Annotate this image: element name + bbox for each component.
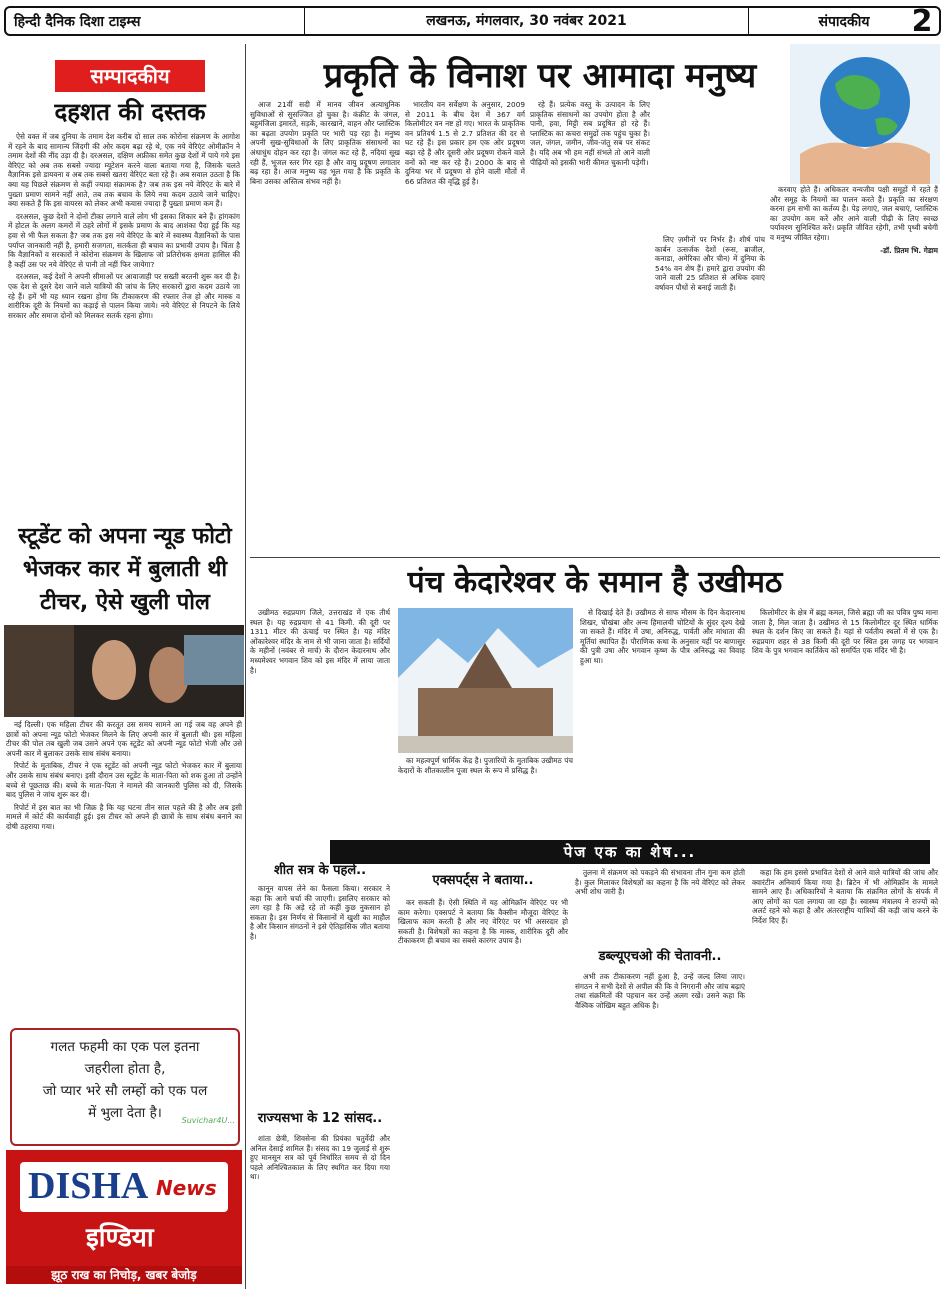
editorial-paragraph: ऐसे वक्त में जब दुनिया के तमाम देश करीब दो साल तक कोरोना संक्रमण के आगोश में रहने के बाद सामान्य जिंदगी की ओर कदम बढ़ा रहे थे, एक नये वेरिएंट ओमीक्रॉन ने तमाम देशों की नींद उड़ा दी है। दरअसल, दक्षिण अफ्रीका समेत कुछ देशों में पाये गये इस वेरिएंट को अब तक सबसे ज्यादा म्यूटेशन करने वाला बताया गया है, जिसके चलते वैज्ञानिक इसे डायवना व अब तक सबसे खतरा वेरिएंट बता रहे हैं। अब सवाल उठता है कि क्या यह पिछले संक्रमण से कहीं ज्यादा संक्रामक है? जब तक इस नये वेरिएंट के बारे में पुख्ता प्रमाण सामने नहीं आते, तब तक बचाव के लिये नया कदम उठाये जाने चाहिए। क्या सकते हैं कि इस वायरस को लेकर अभी कयास ज्यादा हैं पुख्ता प्रमाण कम हैं। [8,132,240,209]
story-photo [4,625,244,717]
logo-sub: इण्डिया [86,1223,154,1253]
brief-body [250,884,390,1106]
brief-paragraph: कर सकती हैं। ऐसी स्थिति में यह ओमिक्रॉन वेरिएंट पर भी काम करेगा। एक्सपर्ट ने बताया कि वैक्सीन मौजूदा वेरिएंट के खिलाफ काम करती है और नए वेरिएंट पर भी असरदार हो सकती है। विशेषज्ञों का कहना है कि मास्क, शारीरिक दूरी और टीकाकरण ही बचाव का सबसे कारगर उपाय है। [398,898,568,946]
kedar-column-4 [752,608,938,836]
expert-text [398,898,568,1284]
masthead [4,6,941,36]
globe-hands-image [790,44,940,184]
brief-paragraph: कानून वापस लेने का फैसला किया। सरकार ने कहा कि आगे चर्चा की जाएगी। इसलिए सरकार को लग रहा है कि अड़े रहे तो कहीं कुछ नुकसान हो सकता है। इस निर्णय से किसानों में खुशी का माहौल है और किसान संगठनों ने इसे ऐतिहासिक जीत बताया है। [250,884,390,941]
brief-title: एक्सपर्ट्स ने बताया.. [432,873,534,888]
continued-bar: पेज एक का शेष... [330,840,930,864]
brief-body [575,868,745,946]
quote-line: में भुला देता है। [88,1105,162,1121]
brief-title: शीत सत्र के पहले.. [273,863,367,878]
logo-tagline: झूठ राख का निचोड़, खबर बेजोड़ [6,1266,242,1284]
quote-line: जो प्यार भरे सौ लम्हों को एक पल [42,1083,208,1099]
logo-name: DISHA [28,1165,149,1207]
quote-line: जहरीला होता है, [84,1061,166,1077]
brief-title: राज्यसभा के 12 सांसद.. [257,1111,383,1126]
kedar-paragraph: किलोमीटर के क्षेत्र में ब्रह्म कमल, जिसे ब्रह्मा जी का पवित्र पुष्प माना जाता है, मिल जाता है। उखीमठ से 15 किलोमीटर दूर स्थित धार्मिक स्थल के दर्शन किए जा सकते हैं। यहां से पर्वतीय स्थलों में से एक है। रुद्रप्रयाग शहर से 38 किमी की दूरी पर स्थित इस जगह पर भगवान शिव के पुत्र भगवान कार्तिकेय को समर्पित एक मंदिर भी है। [752,608,938,656]
brief-body [575,972,745,1284]
editorial-title: दहशत की दस्तक [54,98,206,126]
temple-photo [398,608,573,753]
student-paragraph: नई दिल्ली। एक महिला टीचर की करतूत उस समय सामने आ गई जब वह अपने ही छात्रों को अपना न्यूड फोटो भेजकर मिलने के लिए अपनी कार में बुलाती थी। इस महिला टीचर की पोल तब खुली जब उसने अपने एक स्टूडेंट को अपनी न्यूड फोटो भेजी और उसे अपनी कार में बुलाकर उसके साथ संबंध बनाया। [6,720,242,758]
lead-column-4 [655,235,765,555]
lead-column-2 [405,100,525,522]
quote-line: गलत फहमी का एक पल इतना [50,1039,200,1055]
section-label: संपादकीय [818,13,870,30]
logo-news: News [156,1176,217,1200]
kedar-column-2 [398,756,573,836]
quote-credit: Suvichar4U... [181,1116,235,1125]
lead-paragraph: आज 21वीं सदी में मानव जीवन अत्याधुनिक सुविधाओं से सुसज्जित हो चुका है। कंक्रीट के जंगल, बहुमंजिला इमारतें, सड़कें, कारखाने, वाहन और प्लास्टिक का बढ़ता उपयोग प्रकृति पर भारी पड़ रहा है। मनुष्य अपनी सुख-सुविधाओं के लिए प्राकृतिक संसाधनों का अंधाधुंध दोहन कर रहा है। जंगल कट रहे हैं, नदियां सूख रही हैं, भूजल स्तर गिर रहा है और वायु प्रदूषण लगातार बढ़ रहा है। आज मनुष्य यह भूल गया है कि प्रकृति के बिना उसका अस्तित्व संभव नहीं है। [250,100,400,186]
brief-paragraph: कहा कि हम इससे प्रभावित देशों से आने वाले यात्रियों की जांच और क्वारंटीन अनिवार्य किया गया है। ब्रिटेन में भी ओमिक्रॉन के मामले सामने आए हैं। अधिकारियों ने बताया कि संक्रमित लोगों के संपर्क में आए लोगों का पता लगाया जा रहा है। स्वास्थ्य मंत्रालय ने राज्यों को अलर्ट रहने को कहा है और अंतरराष्ट्रीय यात्रियों की कड़ी जांच करने के निर्देश दिए हैं। [752,868,938,925]
dateline: लखनऊ, मंगलवार, 30 नवंबर 2021 [304,8,749,34]
brief-body [250,1134,390,1284]
brief-paragraph: अभी तक टीकाकरण नहीं हुआ है, उन्हें जल्द लिया जाए। संगठन ने सभी देशों से अपील की कि वे निगरानी और जांच बढ़ाएं तथा संक्रमितों की पहचान कर उन्हें अलग रखें। उसने कहा कि वैश्विक जोखिम बहुत अधिक है। [575,972,745,1010]
student-paragraph: रिपोर्ट के मुताबिक, टीचर ने एक स्टूडेंट को अपनी न्यूड फोटो भेजकर कार में बुलाया और उसके साथ संबंध बनाए। इसी दौरान उस स्टूडेंट के माता-पिता को शक हुआ तो उन्होंने बच्चे से पूछताछ की। बच्चे के माता-पिता ने मामले की जानकारी पुलिस को दी, जिसके बाद पुलिस ने जांच शुरू कर दी। [6,761,242,800]
lead-column-1 [250,100,400,522]
kedar-headline: पंच केदारेश्वर के समान है उखीमठ [407,565,783,600]
kedar-paragraph: उखीमठ रुद्रप्रयाग जिले, उत्तराखंड में एक तीर्थ स्थल है। यह रुद्रप्रयाग से 41 किमी. की दूरी पर 1311 मीटर की ऊंचाई पर स्थित है। यह मंदिर ओंकारेश्वर मंदिर के नाम से भी जाना जाता है। सर्दियों के महीनों (नवंबर से मार्च) के दौरान केदारनाथ और मध्यमेश्वर भगवान शिव को इस मंदिर में लाया जाता है। [250,608,390,675]
editorial-paragraph: दरअसल, कुछ देशों ने दोनों टीका लगाने वाले लोग भी इसका शिकार बने हैं। हांगकांग में होटल के अलग कमरों में ठहरे लोगों में इसके प्रमाण के बाद आशंका पैदा हुई कि यह हवा से भी फैल सकता है? जब तक इस नये वेरिएंट के बारे में स्वास्थ्य वैज्ञानिकों के पास पर्याप्त जानकारी नहीं है, हमारी सजगता, सतर्कता ही बचाव का प्रभावी उपाय है। चिंता है कि वैज्ञानिकों व सरकारों ने कोरोना संक्रमण के खिलाफ जो प्रतिरोधक क्षमता हासिल की है कहीं उस पर नये वेरिएंट से पानी तो नहीं फिर जायेगा? [8,211,240,269]
brief-paragraph: शांता छेत्री, शिवसेना की प्रियंका चतुर्वेदी और अनिल देसाई शामिल हैं। संसद का 19 जुलाई से शुरू हुए मानसून सत्र को पूर्व निर्धारित समय से दो दिन पहले अनिश्चितकाल के लिए स्थगित कर दिया गया था। [250,1134,390,1182]
paper-name: हिन्दी दैनिक दिशा टाइम्स [14,13,141,30]
lead-paragraph: करवाए होते हैं। अधिकतर वन्यजीव पक्षी समूहों में रहते हैं और समूह के नियमों का पालन करते हैं। प्रकृति का संरक्षण करना हम सभी का कर्तव्य है। पेड़ लगाएं, जल बचाएं, प्लास्टिक का उपयोग कम करें और आने वाली पीढ़ी के लिए स्वच्छ पर्यावरण सुनिश्चित करें। प्रकृति जीवित रहेगी, तभी पृथ्वी बचेगी व मनुष्य जीवित रहेगा। [770,185,938,242]
lead-headline: प्रकृति के विनाश पर आमादा मनुष्य [323,56,757,96]
student-headline: स्टूडेंट को अपना न्यूड फोटो भेजकर कार में बुलाती थी टीचर, ऐसे खुली पोल [18,524,232,615]
lead-column-3 [530,100,650,522]
kedar-paragraph: का महत्वपूर्ण धार्मिक केंद्र है। पुजारियों के मुताबिक उखीमठ पंच केदारों के शीतकालीन पूजा स्थल के रूप में प्रसिद्ध है। [398,756,573,775]
brief-body [752,868,938,1284]
disha-news-logo [6,1150,242,1282]
editorial-banner: सम्पादकीय [55,60,205,92]
lead-byline: -डॉ. प्रितम भि. गेडाम [880,245,938,255]
kedar-column-3 [580,608,745,836]
editorial-body [8,132,240,516]
column-rule [245,44,246,1289]
lead-paragraph: भारतीय वन सर्वेक्षण के अनुसार, 2009 से 2011 के बीच देश में 367 वर्ग किलोमीटर वन नष्ट हो गए। भारत के प्राकृतिक वन प्रतिवर्ष 1.5 से 2.7 प्रतिशत की दर से घट रहे हैं। इस प्रकार हम एक ओर प्रदूषण बढ़ा रहे हैं और दूसरी ओर प्रदूषण रोकने वाले वनों को नष्ट कर रहे हैं। 2000 के बाद से दुनिया भर में प्रदूषण से होने वाली मौतों में 66 प्रतिशत की वृद्धि हुई है। [405,100,525,186]
lead-paragraph: लिए ज़मीनों पर निर्भर हैं। शीर्ष पांच कार्बन उत्सर्जक देशों (रूस, ब्राजील, कनाडा, अमेरिका और चीन) में दुनिया के 54% वन शेष हैं। हमारे द्वारा उपयोग की जाने वाली 25 प्रतिशत से अधिक दवाएं वर्षावन पौधों से बनाई जाती हैं। [655,235,765,292]
lead-column-5 [770,185,938,535]
page-number: 2 [911,4,933,39]
lead-paragraph: रहे हैं। प्रत्येक वस्तु के उत्पादन के लिए प्राकृतिक संसाधनों का उपयोग होता है और पानी, हवा, मिट्टी सब प्रदूषित हो रहे हैं। प्लास्टिक का कचरा समुद्रों तक पहुंच चुका है। जल, जंगल, जमीन, जीव-जंतु सब पर संकट है। यदि अब भी हम नहीं संभले तो आने वाली पीढ़ियों को इसकी भारी कीमत चुकानी पड़ेगी। [530,100,650,167]
kedar-paragraph: से दिखाई देते हैं। उखीमठ से साफ मौसम के दिन केदारनाथ शिखर, चौखंबा और अन्य हिमालयी चोटियों के सुंदर दृश्य देखे जा सकते हैं। मंदिर में उषा, अनिरुद्ध, पार्वती और मांधाता की मूर्तियां स्थापित हैं। पौराणिक कथा के अनुसार यहीं पर बाणासुर की पुत्री उषा और भगवान कृष्ण के पौत्र अनिरुद्ध का विवाह हुआ था। [580,608,745,665]
brief-paragraph: तुलना में संक्रमण को पकड़ने की संभावना तीन गुना कम होती है। कुल मिलाकर विशेषज्ञों का कहना है कि नये वेरिएंट को लेकर अभी शोध जारी है। [575,868,745,897]
editorial-paragraph: दरअसल, कई देशों ने अपनी सीमाओं पर आवाजाही पर सख्ती बरतनी शुरू कर दी है। एक देश से दूसरे देश जाने वाले यात्रियों की जांच के लिए सरकारों द्वारा कदम उठाये जा रहे हैं। हमें भी यह ध्यान रखना होगा कि टीकाकरण की रफ्तार तेज हो और मास्क व शारीरिक दूरी के नियमों का कड़ाई से पालन किया जाये। नये वेरिएंट से निपटने के लिये सरकार और समाज दोनों को मिलकर सतर्क रहना होगा। [8,272,240,320]
student-paragraph: रिपोर्ट में इस बात का भी जिक्र है कि यह घटना तीन साल पहले की है और अब इसी मामले में कोर्ट की कार्यवाही हुई। इस टीचर को अपने ही छात्रों के साथ संबंध बनाने का दोषी ठहराया गया। [6,802,242,831]
kedar-column-1 [250,608,390,836]
section-rule [250,557,940,558]
brief-title: डब्ल्यूएचओ की चेतावनी.. [598,949,722,964]
student-body [6,720,242,1020]
